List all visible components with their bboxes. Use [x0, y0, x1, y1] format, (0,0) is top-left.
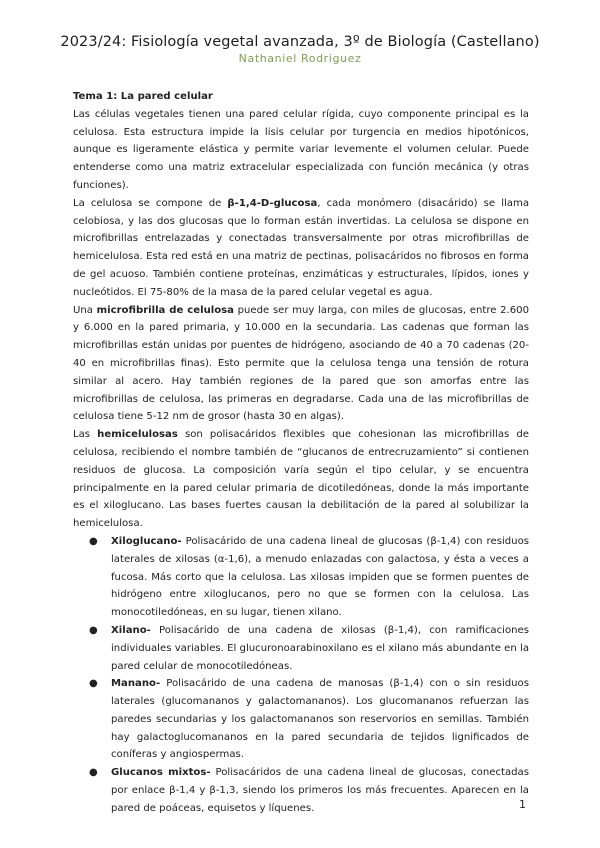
section-title: Tema 1: La pared celular — [73, 91, 213, 102]
paragraph-text: La celulosa se compone de — [73, 197, 228, 209]
page-number: 1 — [519, 798, 526, 811]
bold-term: microfibrilla de celulosa — [96, 304, 234, 316]
paragraph-celulosa — [73, 195, 529, 302]
bullet-term: Xiloglucano- — [111, 535, 182, 547]
bullet-icon: ● — [89, 624, 98, 636]
page-body — [73, 88, 529, 818]
bold-term: β-1,4-D-glucosa — [227, 197, 318, 209]
bullet-text: Polisacárido de una cadena de manosas (β-1,4) con o sin residuos laterales (glucomananos y galactomananos). Los glucomananos refuerzan las paredes secundarias y los galactomananos son reservorios en semillas. También hay galactoglucomananos en la pared secundaria de tejidos lignificados de coníferas y angiospermas. — [111, 678, 529, 761]
paragraph-text: Una — [73, 304, 97, 316]
bullet-icon: ● — [89, 535, 98, 547]
page-header — [0, 34, 600, 65]
paragraph-text: puede ser muy larga, con miles de glucosas, entre 2.600 y 6.000 en la pared primaria, y 10.000 en la secundaria. Las cadenas que forman las microfibrillas están unidas por puentes de hidrógeno, asociando de 40 a 70 cadenas (20-40 en microfibrillas finas). Esto permite que la celulosa tenga una tensión de rotura similar al acero. Hay también regiones de la pared que son amorfas entre las microfibrillas de celulosa, las primeras en degradarse. Cada una de las microfibrillas de celulosa tiene 5-12 nm de grosor (hasta 30 en algas). — [73, 304, 530, 423]
list-item — [89, 622, 529, 675]
list-item — [89, 533, 529, 622]
bullet-text: Polisacárido de una cadena lineal de glucosas (β-1,4) con residuos laterales de xilosas (α-1,6), a menudo enlazadas con galactosa, y ésta a veces a fucosa. Más corto que la celulosa. Las xilosas impiden que se formen puentes de hidrógeno entre xiloglucanos, pero no que se formen con la celulosa. Las monocotiledóneas, en su lugar, tienen xilano. — [111, 535, 529, 619]
document-title: 2023/24: Fisiología vegetal avanzada, 3º de Biología (Castellano) — [60, 34, 540, 50]
paragraph-microfibrilla — [73, 302, 529, 427]
paragraph-text: son polisacáridos flexibles que cohesionan las microfibrillas de celulosa, recibiendo el nombre también de “glucanos de entrecruzamiento” si contienen residuos de glucosa. La composición varía según el tipo celular, y se encuentra principalmente en la pared celular primaria de dicotiledóneas, donde la más importante es el xiloglucano. Las bases fuertes causan la debilitación de la pared al solubilizar la hemicelulosa. — [73, 429, 529, 530]
bullet-icon: ● — [89, 767, 98, 779]
bullet-term: Manano- — [111, 678, 161, 690]
author-name: Nathaniel Rodriguez — [238, 52, 362, 65]
list-item — [89, 764, 529, 817]
bullet-term: Xilano- — [111, 624, 151, 636]
paragraph-text: , cada monómero (disacárido) se llama celobiosa, y las dos glucosas que lo forman están invertidas. La celulosa se dispone en microfibrillas entrelazadas y conectadas transversalmente por otras microfibrillas de hemicelulosa. Esta red está en una matriz de pectinas, polisacáridos no fibrosos en forma de gel acuoso. También contiene proteínas, enzimáticas y estructurales, lípidos, iones y nucleótidos. El 75-80% de la masa de la pared celular vegetal es agua. — [73, 197, 530, 298]
bullet-text: Polisacárido de una cadena de xilosas (β-1,4), con ramificaciones individuales variables. El glucuronoarabinoxilano es el xilano más abundante en la pared celular de monocotiledóneas. — [111, 624, 529, 672]
bullet-icon: ● — [89, 678, 98, 690]
paragraph-hemicelulosas — [73, 426, 529, 533]
paragraph-text: Las — [73, 429, 98, 441]
bullet-term: Glucanos mixtos- — [111, 767, 211, 779]
bullet-text: Polisacáridos de una cadena lineal de glucosas, conectadas por enlace β-1,4 y β-1,3, siendo los primeros los más frecuentes. Aparecen en la pared de poáceas, equisetos y líquenes. — [111, 767, 529, 814]
list-item — [89, 675, 529, 764]
hemicellulose-list — [73, 533, 529, 818]
bold-term: hemicelulosas — [97, 429, 178, 441]
paragraph-intro: Las células vegetales tienen una pared celular rígida, cuyo componente principal es la celulosa. Esta estructura impide la lisis celular por turgencia en medios hipotónicos, aunque es ligeramente elástica y permite variar levemente el volumen celular. Puede entenderse como una matriz extracelular especializada con función mecánica (y otras funciones). — [73, 108, 529, 191]
